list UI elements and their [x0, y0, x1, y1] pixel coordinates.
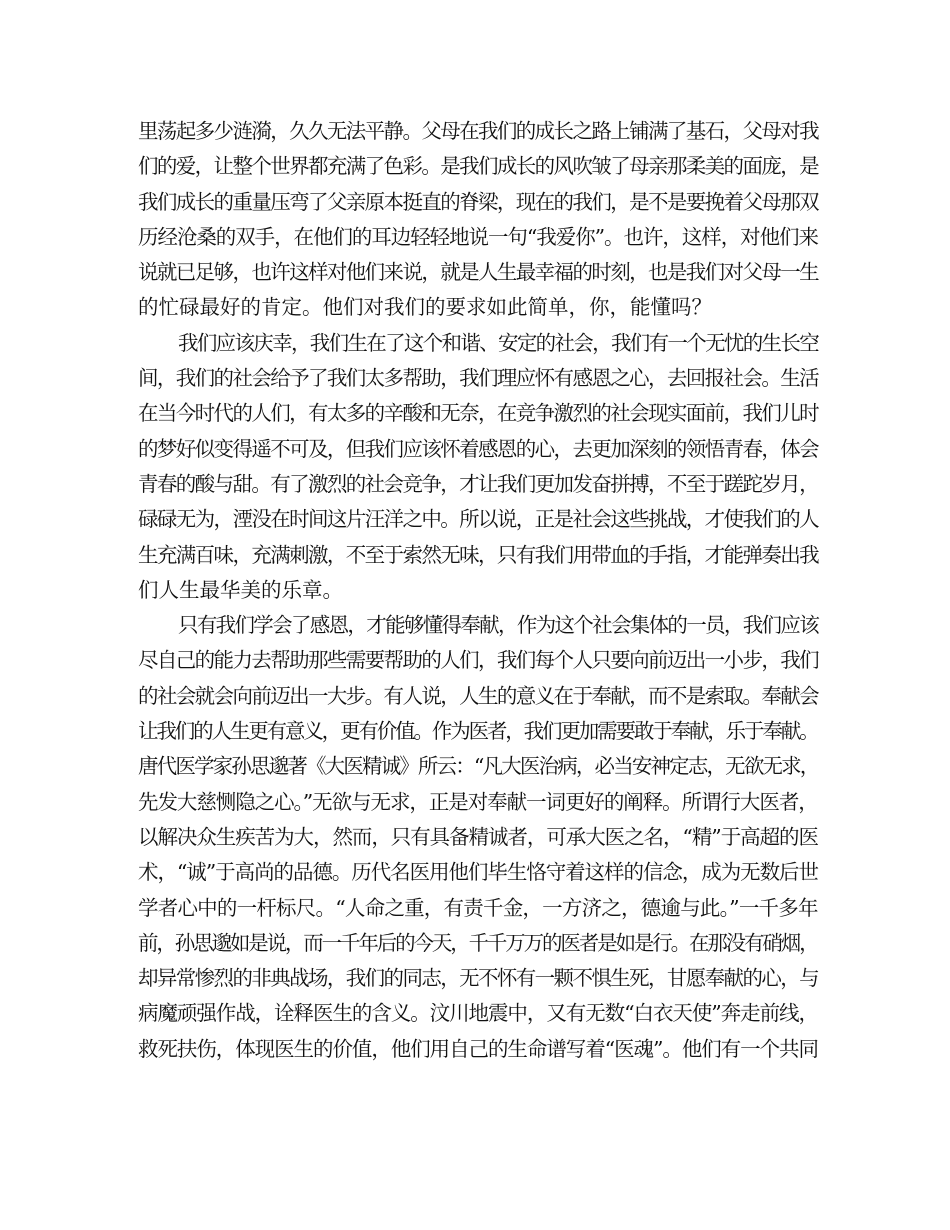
text-line: 在当今时代的人们，有太多的辛酸和无奈，在竞争激烈的社会现实面前，我们儿时: [138, 401, 819, 426]
text-line: 里荡起多少涟漪，久久无法平静。父母在我们的成长之路上铺满了基石，父母对我: [138, 119, 819, 143]
text-line: 以解决众生疾苦为大，然而，只有具备精诚者，可承大医之名，“精”于高超的医: [138, 824, 818, 849]
text-line: 尽自己的能力去帮助那些需要帮助的人们，我们每个人只要向前迈出一小步，我们: [138, 648, 819, 673]
text-line: 碌碌无为，湮没在时间这片汪洋之中。所以说，正是社会这些挑战，才使我们的人: [138, 507, 819, 532]
text-line: 前，孙思邈如是说，而一千年后的今天，千千万万的医者是如是行。在那没有硝烟，: [138, 930, 818, 955]
paragraph-first-line: 我们应该庆幸，我们生在了这个和谐、安定的社会，我们有一个无忧的生长空: [178, 330, 819, 355]
text-line: 们人生最华美的乐章。: [138, 577, 343, 602]
text-line: 的梦好似变得遥不可及，但我们应该怀着感恩的心，去更加深刻的领悟青春，体会: [138, 436, 819, 461]
text-line: 术，“诚”于高尚的品德。历代名医用他们毕生恪守着这样的信念，成为无数后世: [138, 860, 818, 885]
text-line: 唐代医学家孙思邈著《大医精诚》所云：“凡大医治病，必当安神定志，无欲无求，: [138, 754, 819, 779]
body-text: [138, 114, 818, 1067]
text-line: 救死扶伤，体现医生的价值，他们用自己的生命谱写着“医魂”。他们有一个共同: [138, 1036, 818, 1061]
text-line: 生充满百味，充满刺激，不至于索然无味，只有我们用带血的手指，才能弹奏出我: [138, 542, 819, 567]
text-line: 让我们的人生更有意义，更有价值。作为医者，我们更加需要敢于奉献，乐于奉献。: [138, 719, 818, 744]
text-line: 说就已足够，也许这样对他们来说，就是人生最幸福的时刻，也是我们对父母一生: [138, 260, 819, 285]
text-line: 们的爱，让整个世界都充满了色彩。是我们成长的风吹皱了母亲那柔美的面庞，是: [138, 154, 819, 179]
text-line: 历经沧桑的双手，在他们的耳边轻轻地说一句“我爱你”。也许，这样，对他们来: [138, 224, 818, 249]
text-line: 却异常惨烈的非典战场，我们的同志，无不怀有一颗不惧生死，甘愿奉献的心，与: [138, 966, 819, 991]
text-line: 我们成长的重量压弯了父亲原本挺直的脊梁，现在的我们，是不是要挽着父母那双: [138, 189, 819, 214]
text-line: 间，我们的社会给予了我们太多帮助，我们理应怀有感恩之心，去回报社会。生活: [138, 366, 819, 391]
text-line: 青春的酸与甜。有了激烈的社会竞争，才让我们更加发奋拼搏，不至于蹉跎岁月，: [138, 471, 819, 496]
text-line: 的社会就会向前迈出一大步。有人说，人生的意义在于奉献，而不是索取。奉献会: [138, 683, 819, 708]
text-line: 学者心中的一杆标尺。“人命之重，有责千金，一方济之，德逾与此。”一千多年: [138, 895, 818, 920]
text-line: 的忙碌最好的肯定。他们对我们的要求如此简单，你，能懂吗？: [138, 295, 712, 320]
text-line: 病魔顽强作战，诠释医生的含义。汶川地震中，又有无数“白衣天使”奔走前线，: [138, 1001, 818, 1026]
text-line: 先发大慈恻隐之心。”无欲与无求，正是对奉献一词更好的阐释。所谓行大医者，: [138, 789, 818, 814]
paragraph-first-line: 只有我们学会了感恩，才能够懂得奉献，作为这个社会集体的一员，我们应该: [178, 613, 819, 638]
